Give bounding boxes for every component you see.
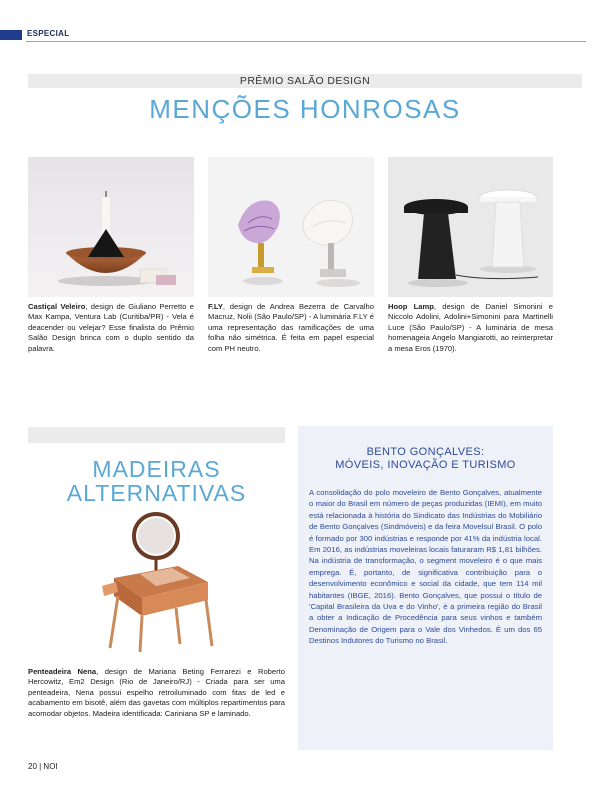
vanity-table-photo (96, 508, 220, 654)
sidebar-title-line2: MÓVEIS, INOVAÇÃO E TURISMO (335, 459, 516, 471)
award-label: PRÊMIO SALÃO DESIGN (239, 75, 371, 87)
caption-hoop-lamp (388, 302, 553, 354)
caption-penteadeira-nena (28, 667, 285, 719)
caption-text: , design de Mariana Beting Ferrarezi e Roberto Hercowitz, Em2 Design (Rio de Janeiro/RJ) - Criada para ser uma penteadeira, Nena possui espelho retroiluminado com fitas de led e acabamento em bisotê, além das gavetas com múltiplos repartimentos para acomodar objetos. Madeira identificada: Cariniana SP e laminado. (28, 667, 285, 718)
madeiras-title (28, 457, 285, 505)
caption-title: F.LY (208, 302, 223, 311)
candle-holder-photo (28, 157, 194, 297)
fly-lamp-photo (208, 157, 374, 297)
caption-title: Hoop Lamp (388, 302, 434, 311)
madeiras-label-band (28, 427, 285, 443)
madeiras-title-line2: ALTERNATIVAS (66, 480, 247, 506)
hoop-lamp-photo (388, 157, 553, 297)
caption-fly (208, 302, 374, 354)
caption-text: , design de Daniel Simonini e Niccolo Adolini, Adolini+Simonini para Martinelli Luce (São Paulo/SP) - A luminária de mesa homenageia Angelo Mangiarotti, ao reinterpretar a mesa Eros (1970). (388, 302, 554, 353)
caption-castical-veleiro (28, 302, 194, 354)
caption-title: Penteadeira Nena (28, 667, 97, 676)
sidebar-title-line1: BENTO GONÇALVES: (366, 446, 485, 458)
page-title: MENÇÕES HONROSAS (149, 94, 461, 124)
section-marker (0, 30, 22, 40)
caption-title: Castiçal Veleiro (28, 302, 86, 311)
sidebar-body: A consolidação do polo moveleiro de Bento Gonçalves, atualmente o maior do Brasil em número de peças produzidas (IEMI), em muito está relacionada à história do Sindicato das Indústrias do Mobiliário de Bento Gonçalves (Sindmóveis) e da feira Movelsul Brasil. O polo é formado por 300 indústrias e responde por 41% da indústria local. Em 2016, as indústrias moveleiras locais faturaram R$ 1,81 bilhões. Na indústria de transformação, o segment moveleiro é o que mais emprega. É, portanto, de significativa contribuição para o desenvolvimento econômico e social da cidade, que tem 114 mil habitantes (IBGE, 2016). Bento Gonçalves, que possui o título de 'Capital Brasileira da Uva e do Vinho', é a primeira região do Brasil a obter a Indicação de Procedência para seus vinhos e também Denominação de Origem para o Vale dos Vinhedos. É um dos 65 Destinos Indutores do Turismo no Brasil. (309, 488, 542, 646)
caption-text: , design de Andrea Bezerra de Carvalho Macruz, Nolii (São Paulo/SP) - A luminária F.LY é uma representação das ramificações de uma folha não simétrica. É feita em papel especial com PH neutro. (208, 302, 374, 353)
header-divider (26, 41, 586, 42)
section-label: ESPECIAL (27, 29, 70, 38)
page-footer: 20 | NOI (28, 762, 58, 771)
sidebar-title (298, 446, 553, 472)
madeiras-title-line1: MADEIRAS (92, 456, 221, 482)
caption-text: , design de Giuliano Perretto e Max Kampa, Ventura Lab (Curitiba/PR) - Vela é deacender ou velejar? Esse finalista do Prêmio Salão Design brinca com o duplo sentido da palavra. (28, 302, 194, 353)
